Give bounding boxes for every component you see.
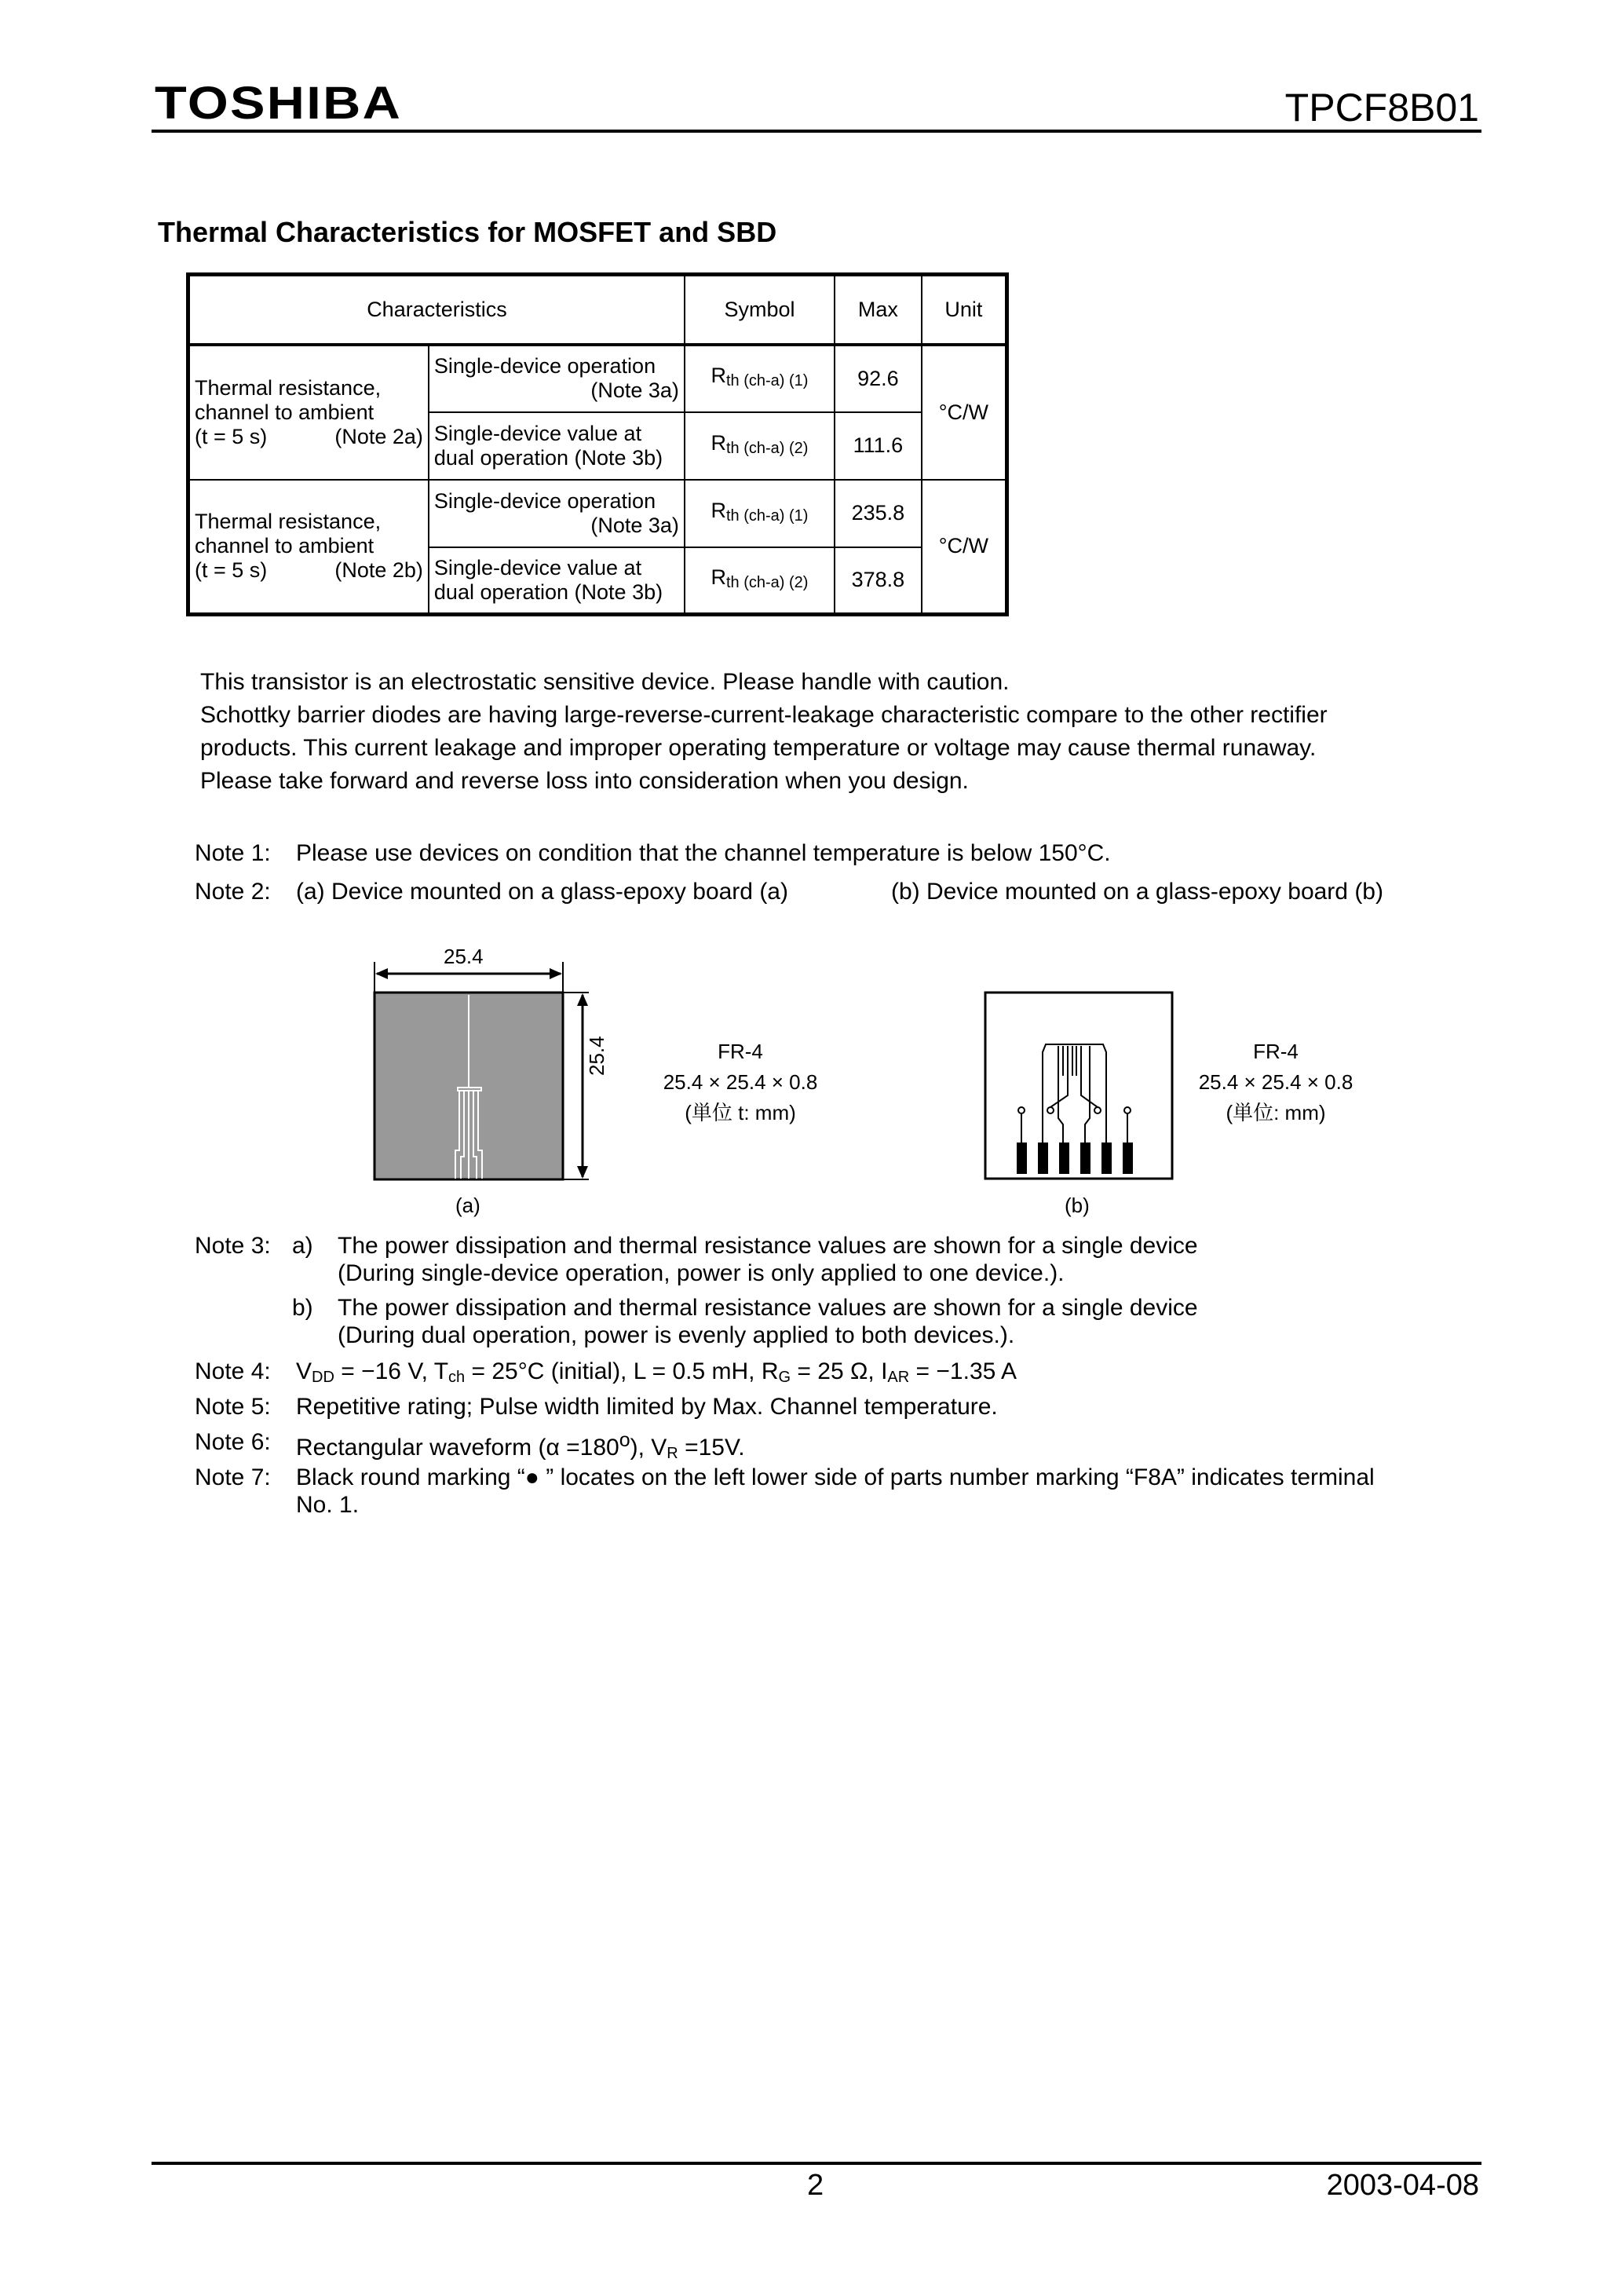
max-cell: 378.8 [835,547,922,615]
note-label: Note 3: [195,1233,271,1259]
desc-cell: Single-device operation (Note 3a) [429,480,685,547]
board-a-spec [630,1036,850,1128]
max-cell: 111.6 [835,412,922,480]
caution-line: Schottky barrier diodes are having large-reverse-current-leakage characteristic compare to the other rectifier [200,702,1328,728]
note-label: Note 2: [195,879,271,905]
desc-cell: Single-device value at dual operation (Note 3b) [429,547,685,615]
header-characteristics: Characteristics [188,275,685,345]
table-row [188,480,1007,547]
note-2a: (a) Device mounted on a glass-epoxy board (a) [296,879,788,905]
unit-label: (単位: mm) [1226,1101,1326,1124]
header-unit: Unit [922,275,1007,345]
note-3a-line2: (During single-device operation, power is only applied to one device.). [338,1260,1065,1286]
note-3a-line1: The power dissipation and thermal resistance values are shown for a single device [338,1233,1198,1259]
board-a-width: 25.4 [444,945,484,968]
section-title: Thermal Characteristics for MOSFET and SBD [158,216,777,248]
note-3b-mark: b) [292,1295,313,1321]
header-divider [152,130,1481,133]
symbol-cell: $R_{th (ch-a) (1)}$ [685,345,835,412]
note-1: Please use devices on condition that the channel temperature is below 150°C. [296,840,1111,866]
material: FR-4 [718,1040,763,1063]
board-b-diagram [981,989,1178,1182]
note-3a-mark: a) [292,1233,313,1259]
note-label: Note 6: [195,1429,271,1455]
char-cell: Thermal resistance, channel to ambient (t = 5 s) (Note 2b) [188,480,429,615]
note-5: Repetitive rating; Pulse width limited by Max. Channel temperature. [296,1394,998,1420]
note-6: Rectangular waveform $(\alpha =180^o)$, $V_R =15V$. [296,1429,745,1462]
header-max: Max [835,275,922,345]
unit-cell: °C/W [922,480,1007,615]
note-label: Note 7: [195,1464,271,1490]
thermal-table [186,272,1009,616]
caution-line: Please take forward and reverse loss into consideration when you design. [200,768,969,794]
note-label: Note 1: [195,840,271,866]
document-date: 2003-04-08 [1326,2169,1479,2202]
symbol-cell: $R_{th (ch-a) (1)}$ [685,480,835,547]
caution-line: This transistor is an electrostatic sensitive device. Please handle with caution. [200,669,1010,695]
note-7-cont: No. 1. [296,1492,360,1518]
note-label: Note 4: [195,1358,271,1384]
footer-divider [152,2162,1481,2165]
note-3b-line1: The power dissipation and thermal resistance values are shown for a single device [338,1295,1198,1321]
note-7: Black round marking “● ” locates on the left lower side of parts number marking “F8A” indicates terminal [296,1464,1375,1490]
unit-cell: °C/W [922,345,1007,480]
max-cell: 235.8 [835,480,922,547]
toshiba-logo: TOSHIBA [155,78,403,129]
board-size: 25.4 × 25.4 × 0.8 [1198,1070,1353,1094]
unit-label: (単位 t: mm) [685,1101,796,1124]
desc-cell: Single-device operation (Note 3a) [429,345,685,412]
board-size: 25.4 × 25.4 × 0.8 [663,1070,818,1094]
part-number: TPCF8B01 [1284,86,1479,130]
board-b-spec [1162,1036,1390,1128]
max-cell: 92.6 [835,345,922,412]
board-a-height: 25.4 [585,1036,608,1076]
header-symbol: Symbol [685,275,835,345]
caption-a: (a) [455,1194,480,1217]
note-label: Note 5: [195,1394,271,1420]
caution-line: products. This current leakage and improper operating temperature or voltage may cause thermal runaway. [200,735,1317,761]
page-number: 2 [807,2169,824,2202]
material: FR-4 [1253,1040,1299,1063]
note-2b: (b) Device mounted on a glass-epoxy board (b) [891,879,1383,905]
symbol-cell: $R_{th (ch-a) (2)}$ [685,412,835,480]
caption-b: (b) [1065,1194,1090,1217]
table-row [188,345,1007,412]
note-3b-line2: (During dual operation, power is evenly applied to both devices.). [338,1322,1015,1348]
note-4: $V_{DD} = -16$ V, $T_{ch} = 25^\circ C$ (initial), L = 0.5 mH, $R_G = 25$ Ω, $I_{AR} = -1.35$ A [296,1358,1017,1386]
symbol-cell: $R_{th (ch-a) (2)}$ [685,547,835,615]
desc-cell: Single-device value at dual operation (Note 3b) [429,412,685,480]
char-cell: Thermal resistance, channel to ambient (t = 5 s) (Note 2a) [188,345,429,480]
